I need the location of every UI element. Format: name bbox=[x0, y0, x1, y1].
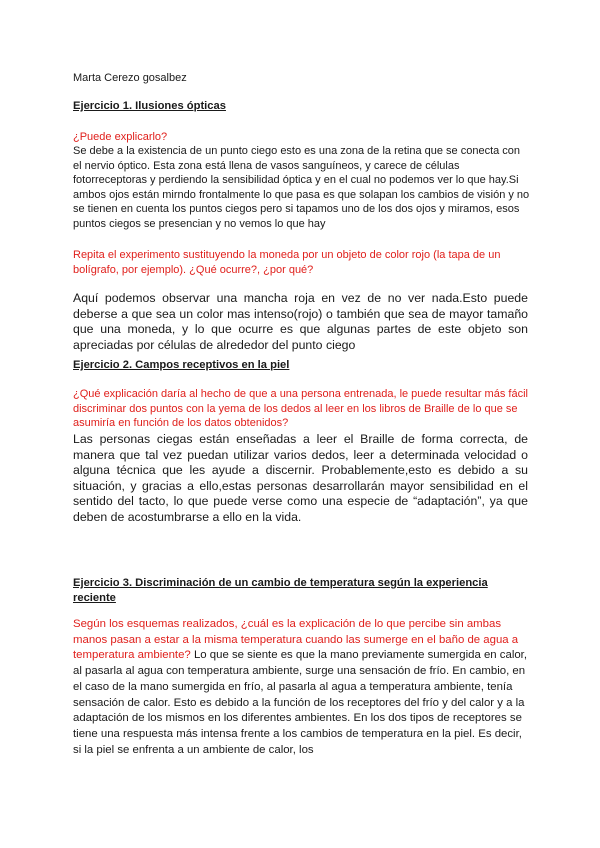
exercise-3-body bbox=[73, 617, 528, 758]
exercise-2-answer: Las personas ciegas están enseñadas a leer el Braille de forma correcta, de manera que tal vez puedan utilizar varios dedos, leer a determinada velocidad o alguna técnica que les ayude a discernir. Probablemente,esto es debido a su situación, y gracias a ello,estas personas desarrollarán mayor sensibilidad en el sentido del tacto, lo que puede verse como una especie de “adaptación”, ya que deben de acostumbrarse a ello en la vida. bbox=[73, 432, 528, 524]
exercise-3-question: Según los esquemas realizados, ¿cuál es la explicación de lo que percibe sin ambas manos pasan a estar a la misma temperatura cuando las sumerge en el baño de agua a temperatura ambiente? bbox=[73, 618, 519, 662]
exercise-1-title: Ejercicio 1. Ilusiones ópticas bbox=[73, 100, 226, 112]
exercise-1-question-2: Repita el experimento sustituyendo la moneda por un objeto de color rojo (la tapa de un bolígrafo, por ejemplo). ¿Qué ocurre?, ¿por qué? bbox=[73, 249, 501, 276]
exercise-1-question-1: ¿Puede explicarlo? bbox=[73, 131, 168, 143]
exercise-2-question: ¿Qué explicación daría al hecho de que a una persona entrenada, le puede resultar más fácil discriminar dos puntos con la yema de los dedos al leer en los libros de Braille de lo que se asumiría en función de los datos obtenidos? bbox=[73, 388, 528, 430]
exercise-1-answer-1: Se debe a la existencia de un punto ciego esto es una zona de la retina que se conecta con el nervio óptico. Esta zona está llena de vasos sanguíneos, y carece de células fotorreceptoras y perdiendo la sensibilidad óptica y en el cual no podemos ver lo que hay.Si ambos ojos están mirndo frontalmente lo que pasa es que solapan los cambios de visión y no se tienen en cuenta los puntos ciegos pero si tapamos uno de los dos ojos y miramos, esos puntos ciegos se presencian y no vemos lo que hay bbox=[73, 145, 530, 230]
exercise-3-answer: Lo que se siente es que la mano previamente sumergida en calor, al pasarla al agua con temperatura ambiente, surge una sensación de frío. En cambio, en el caso de la mano sumergida en frío, al pasarla al agua a temperatura ambiente, tenía sensación de calor. Esto es debido a la función de los receptores del frío y del calor y a la adaptación de los mismos en los diferentes ambientes. En los dos tipos de receptores se tiene una respuesta más intensa frente a los cambios de temperatura en la piel. Es decir, si la piel se enfrenta a un ambiente de calor, los bbox=[73, 649, 528, 756]
author-name: Marta Cerezo gosalbez bbox=[73, 72, 187, 84]
exercise-2-title: Ejercicio 2. Campos receptivos en la piel bbox=[73, 359, 290, 371]
exercise-3-title: Ejercicio 3. Discriminación de un cambio de temperatura según la experiencia reciente bbox=[73, 577, 488, 604]
exercise-1-answer-2: Aquí podemos observar una mancha roja en vez de no ver nada.Esto puede deberse a que sea un color mas intenso(rojo) o también que sea de mayor tamaño que una moneda, y lo que ocurre es que algunas partes de este objeto son apreciadas por células de alrededor del punto ciego bbox=[73, 291, 528, 352]
